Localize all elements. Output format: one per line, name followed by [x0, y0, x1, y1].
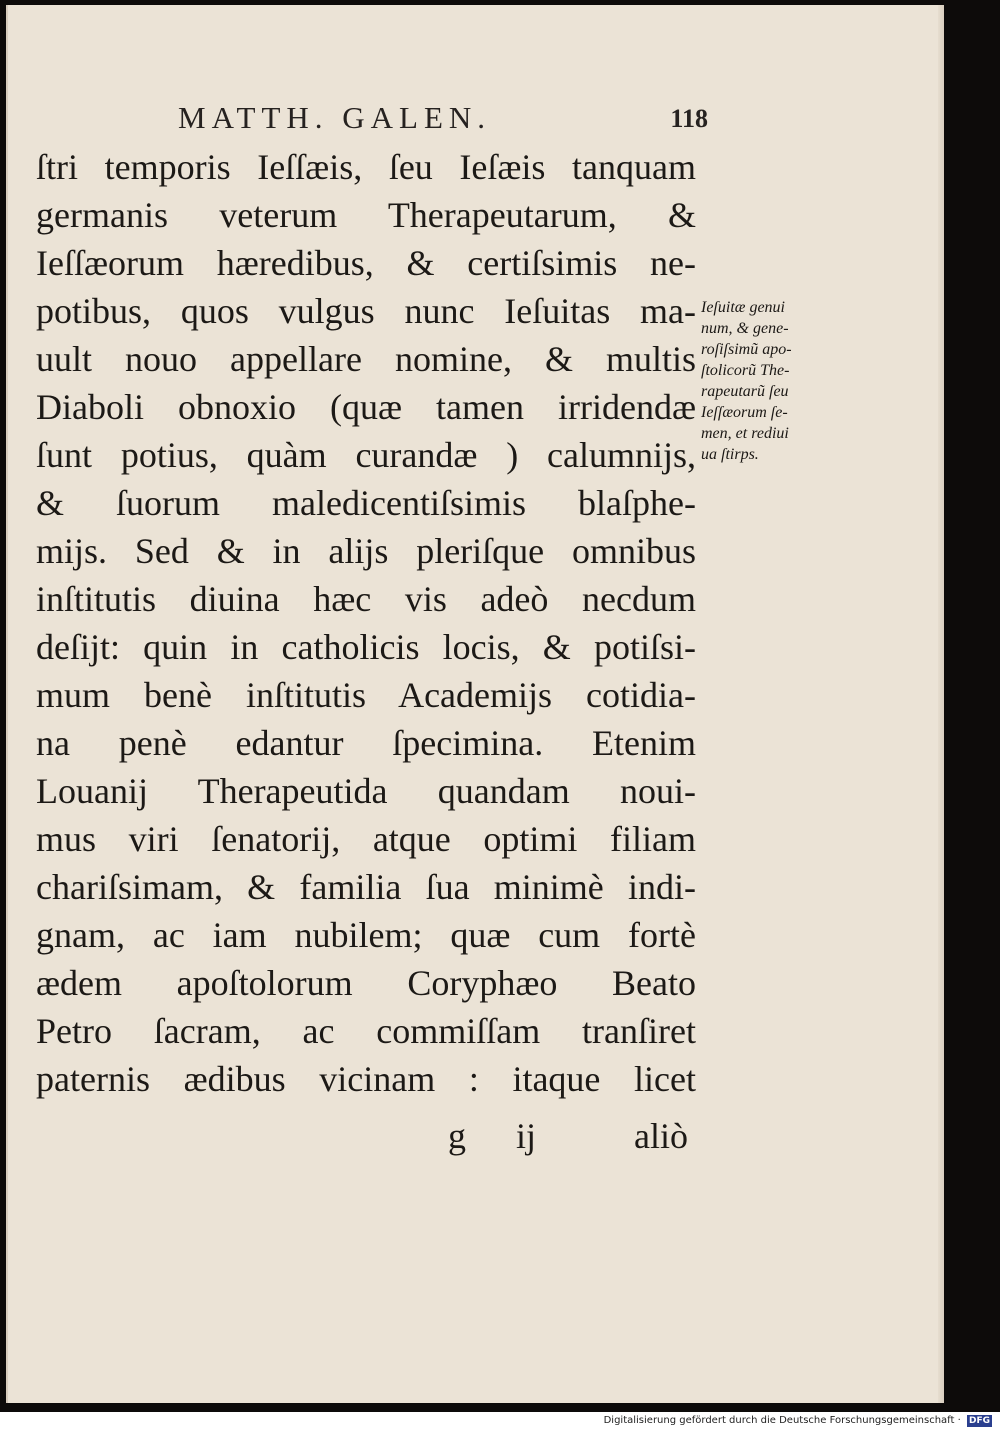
- text-line: ſunt potius, quàm curandæ ) calumnijs,: [36, 435, 696, 475]
- book-page: [6, 5, 944, 1403]
- marginal-line: ſtolicorũ The-: [701, 362, 790, 379]
- text-line: na penè edantur ſpecimina. Etenim: [36, 723, 696, 763]
- marginal-line: Ieſuitæ genui: [701, 299, 785, 316]
- text-line: mijs. Sed & in alijs pleriſque omnibus: [36, 531, 696, 571]
- marginal-line: rapeutarũ ſeu: [701, 383, 789, 400]
- body-text: [36, 143, 696, 1103]
- text-line: chariſsimam, & familia ſua minimè indi-: [36, 867, 696, 907]
- text-line: inſtitutis diuina hæc vis adeò necdum: [36, 579, 696, 619]
- credit-text: Digitalisierung gefördert durch die Deutsche Forschungsgemeinschaft ·: [603, 1415, 961, 1426]
- text-line: paternis ædibus vicinam : itaque licet: [36, 1059, 696, 1099]
- catchword: aliò: [634, 1116, 688, 1156]
- text-line: mum benè inſtitutis Academijs cotidia-: [36, 675, 696, 715]
- digitization-credit: [604, 1412, 992, 1429]
- marginal-line: num, & gene-: [701, 320, 789, 337]
- dfg-logo-icon: DFG: [968, 1416, 990, 1426]
- signature-number: ij: [516, 1116, 537, 1156]
- text-line: Louanij Therapeutida quandam noui-: [36, 771, 696, 811]
- text-line: Diaboli obnoxio (quæ tamen irridendæ: [36, 387, 696, 427]
- text-line: uult nouo appellare nomine, & multis: [36, 339, 696, 379]
- text-line: ſtri temporis Ieſſæis, ſeu Ieſæis tanquam: [36, 147, 696, 187]
- catchword-line: [448, 1115, 688, 1163]
- marginal-line: roſiſsimũ apo-: [701, 341, 792, 358]
- page-header: [178, 100, 708, 140]
- text-line: Petro ſacram, ac commiſſam tranſiret: [36, 1011, 696, 1051]
- text-line: gnam, ac iam nubilem; quæ cum fortè: [36, 915, 696, 955]
- marginal-line: men, et rediui: [701, 425, 789, 442]
- marginal-note: [701, 297, 841, 465]
- text-line: & ſuorum maledicentiſsimis blaſphe-: [36, 483, 696, 523]
- text-line: Ieſſæorum hæredibus, & certiſsimis ne-: [36, 243, 696, 283]
- signature-mark: g: [448, 1116, 466, 1156]
- running-title: MATTH. GALEN.: [178, 100, 492, 135]
- marginal-line: ua ſtirps.: [701, 446, 759, 463]
- text-line: potibus, quos vulgus nunc Ieſuitas ma-: [36, 291, 696, 331]
- text-line: ædem apoſtolorum Coryphæo Beato: [36, 963, 696, 1003]
- marginal-line: Ieſſæorum ſe-: [701, 404, 788, 421]
- page-number: 118: [670, 104, 708, 133]
- text-line: germanis veterum Therapeutarum, &: [36, 195, 696, 235]
- text-line: mus viri ſenatorij, atque optimi filiam: [36, 819, 696, 859]
- text-line: deſijt: quin in catholicis locis, & potiſsi-: [36, 627, 696, 667]
